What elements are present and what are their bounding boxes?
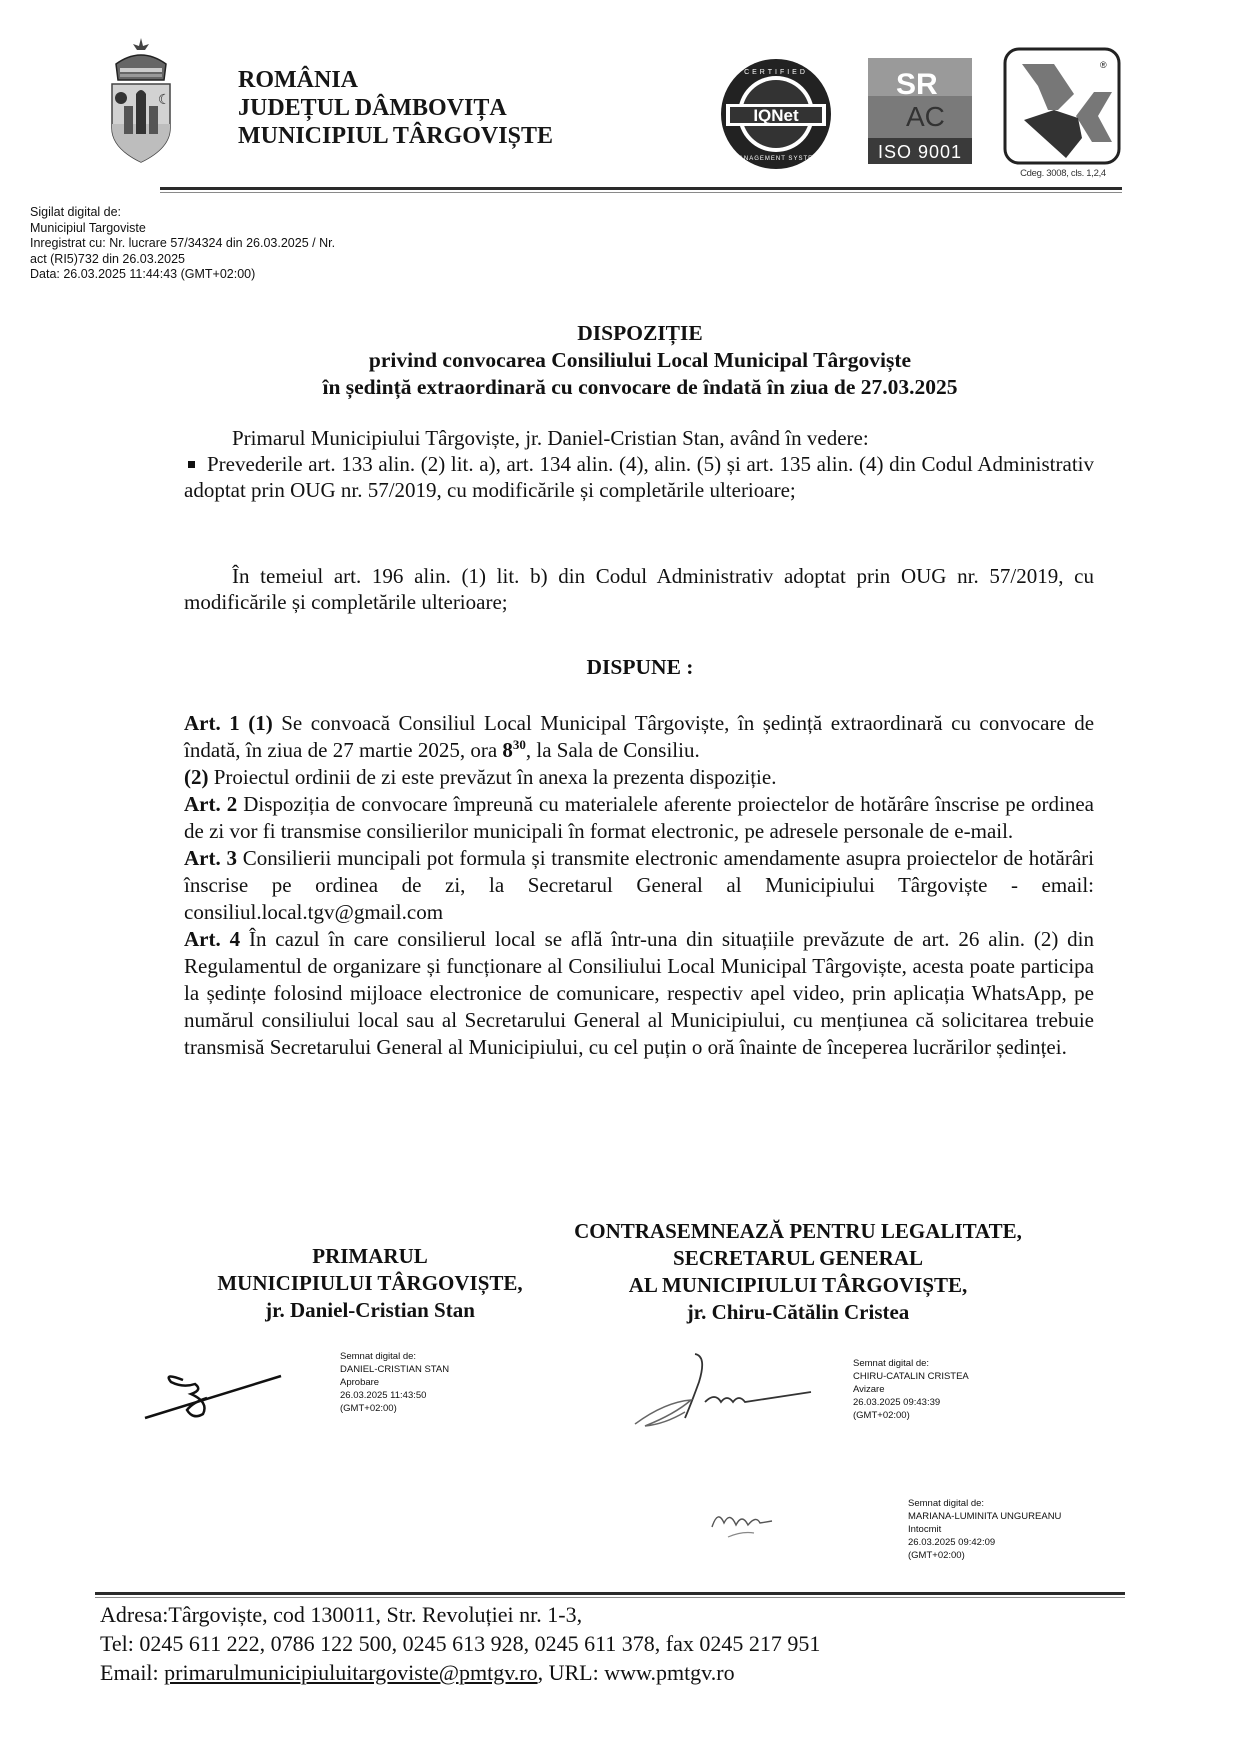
mayor-handwritten-signature-icon	[143, 1362, 283, 1422]
svg-text:IQNet: IQNet	[753, 106, 799, 125]
article-text: Se convoacă Consiliul Local Municipal Târgoviște, în ședință extraordinară cu convocare de îndată, în ziua de 27 martie 2025, ora	[184, 711, 1095, 762]
article-text: Proiectul ordinii de zi este prevăzut în anexa la prezenta dispoziție.	[213, 765, 777, 789]
seal-line: Municipiul Targoviste	[30, 220, 146, 235]
stamp-line: 26.03.2025 09:43:39	[853, 1397, 941, 1408]
article-3	[184, 845, 1094, 926]
website-link[interactable]: www.pmtgv.ro	[604, 1660, 735, 1685]
document-subtitle-line2: în ședință extraordinară cu convocare de îndată în ziua de 27.03.2025	[322, 375, 958, 399]
header-country: ROMÂNIA	[238, 67, 358, 93]
certification-chevron-logo-icon	[1002, 46, 1122, 166]
stamp-line: CHIRU-CATALIN CRISTEA	[853, 1371, 969, 1382]
secretary-digital-signature-stamp	[853, 1357, 969, 1422]
stamp-line: 26.03.2025 09:42:09	[908, 1537, 996, 1548]
stamp-line: MARIANA-LUMINITA UNGUREANU	[908, 1511, 1062, 1522]
footer-divider	[95, 1592, 1125, 1595]
secretary-signature-block	[518, 1218, 1078, 1326]
svg-text:®: ®	[1100, 60, 1107, 70]
meeting-hour: 8	[502, 738, 513, 762]
stamp-line: Aprobare	[340, 1377, 380, 1388]
svg-text:MANAGEMENT SYSTEM: MANAGEMENT SYSTEM	[732, 156, 820, 162]
seal-line: Inregistrat cu: Nr. lucrare 57/34324 din 26.03.2025 / Nr.	[30, 236, 336, 250]
secretary-handwritten-signature-icon	[625, 1352, 815, 1434]
header-divider	[160, 187, 1122, 190]
document-title-block	[160, 320, 1120, 401]
stamp-line: Semnat digital de:	[908, 1498, 985, 1509]
contact-footer	[100, 1600, 820, 1687]
stamp-line: Semnat digital de:	[853, 1358, 930, 1369]
article-2	[184, 791, 1094, 845]
preparer-digital-signature-stamp	[908, 1497, 1061, 1562]
meeting-minutes: 30	[512, 737, 526, 752]
stamp-line: (GMT+02:00)	[340, 1403, 397, 1414]
header-divider-thin	[160, 192, 1122, 193]
stamp-line: Semnat digital de:	[340, 1351, 417, 1362]
document-subtitle-line1: privind convocarea Consiliului Local Municipal Târgoviște	[368, 348, 912, 372]
svg-text:CERTIFIED: CERTIFIED	[744, 69, 808, 76]
intro-paragraph: Primarul Municipiului Târgoviște, jr. Daniel-Cristian Stan, având în vedere:	[232, 426, 869, 450]
article-1-paragraph-2	[184, 764, 1094, 791]
secretary-title: SECRETARUL GENERAL	[673, 1246, 923, 1270]
article-text-tail: , la Sala de Consiliu.	[525, 738, 700, 762]
svg-text:ISO 9001: ISO 9001	[877, 142, 963, 162]
svg-text:SR: SR	[896, 68, 938, 101]
article-label: Art. 2	[184, 792, 238, 816]
header-county: JUDEȚUL DÂMBOVIȚA	[238, 95, 507, 121]
article-1-paragraph-1	[184, 710, 1094, 764]
legal-basis-bullet	[184, 451, 1094, 503]
footer-divider-thin	[95, 1597, 1125, 1598]
stamp-line: (GMT+02:00)	[908, 1550, 965, 1561]
paragraph-label: (1)	[248, 711, 273, 735]
email-label: Email:	[100, 1660, 165, 1685]
certification-caption: Cdeg. 3008, cls. 1,2,4	[1020, 168, 1106, 179]
dispune-heading: DISPUNE :	[586, 655, 694, 679]
stamp-line: 26.03.2025 11:43:50	[340, 1390, 427, 1401]
countersign-label: CONTRASEMNEAZĂ PENTRU LEGALITATE,	[574, 1219, 1022, 1243]
article-label: Art. 1	[184, 711, 240, 735]
seal-line: Sigilat digital de:	[30, 205, 122, 219]
paragraph-label: (2)	[184, 765, 209, 789]
secretary-name: jr. Chiru-Cătălin Cristea	[686, 1300, 910, 1324]
footer-address: Adresa:Târgoviște, cod 130011, Str. Revoluției nr. 1-3,	[100, 1602, 583, 1627]
seal-line: Data: 26.03.2025 11:44:43 (GMT+02:00)	[30, 267, 256, 281]
svg-text:AC: AC	[906, 101, 945, 132]
council-email-link[interactable]: consiliul.local.tgv@gmail.com	[184, 900, 444, 924]
issuer-header	[238, 66, 553, 150]
stamp-line: Avizare	[853, 1384, 885, 1395]
mayor-title: PRIMARUL	[312, 1244, 428, 1268]
footer-email-url	[100, 1658, 820, 1687]
stamp-line: DANIEL-CRISTIAN STAN	[340, 1364, 450, 1375]
footer-phones: Tel: 0245 611 222, 0786 122 500, 0245 613 928, 0245 611 378, fax 0245 217 951	[100, 1631, 821, 1656]
article-text: Consilierii muncipali pot formula și transmite electronic amendamente asupra proiectelor de hotărâri înscrise pe ordinea de zi, la Secretarul General al Municipiului Târgoviște - email:	[184, 846, 1095, 897]
digital-seal-info	[30, 205, 335, 283]
article-label: Art. 3	[184, 846, 237, 870]
article-4	[184, 926, 1094, 1061]
stamp-line: Intocmit	[908, 1524, 942, 1535]
mayor-institution: MUNICIPIULUI TÂRGOVIȘTE,	[217, 1271, 523, 1295]
header-municipality: MUNICIPIUL TÂRGOVIȘTE	[238, 123, 553, 149]
iqnet-certification-logo-icon	[718, 56, 834, 172]
stamp-line: (GMT+02:00)	[853, 1410, 910, 1421]
bullet-square-icon	[188, 461, 195, 468]
article-label: Art. 4	[184, 927, 241, 951]
legal-basis-text: Prevederile art. 133 alin. (2) lit. a), art. 134 alin. (4), alin. (5) și art. 135 alin. (4) din Codul Administrativ adoptat prin OUG nr. 57/2019, cu modificările și completările ulterioare;	[184, 452, 1094, 502]
secretary-institution: AL MUNICIPIULUI TÂRGOVIȘTE,	[628, 1273, 968, 1297]
seal-line: act (RI5)732 din 26.03.2025	[30, 251, 185, 266]
document-title: DISPOZIȚIE	[577, 321, 703, 345]
legal-ground-paragraph: În temeiul art. 196 alin. (1) lit. b) din Codul Administrativ adoptat prin OUG nr. 57/2019, cu modificările și completările ulterioare;	[184, 564, 1094, 614]
url-label: , URL:	[537, 1660, 605, 1685]
article-text: Dispoziția de convocare împreună cu materialele aferente proiectelor de hotărâre înscrise pe ordinea de zi vor fi transmise consilierilor municipali în format electronic, pe adresele personale de e-mail.	[184, 792, 1094, 843]
coat-of-arms-icon	[108, 36, 174, 164]
svg-text:☾: ☾	[158, 92, 171, 108]
mayor-name: jr. Daniel-Cristian Stan	[265, 1298, 475, 1322]
preparer-handwritten-signature-icon	[708, 1503, 778, 1543]
mayor-email-link[interactable]: primarulmunicipiuluitargoviste@pmtgv.ro	[164, 1660, 538, 1685]
srac-iso9001-logo-icon	[868, 58, 972, 164]
articles-section	[184, 710, 1094, 1061]
article-text: În cazul în care consilierul local se află într-una din situațiile prevăzute de art. 26 alin. (2) din Regulamentul de organizare și funcționare al Consiliului Local Municipal Târgoviște, acesta poate participa la ședințe folosind mijloace electronice de comunicare, respectiv apel video, prin aplicația WhatsApp, pe numărul consiliului local sau al Secretarului General al Municipiului, cu mențiunea că solicitarea trebuie transmisă Secretarului General al Municipiului, cu cel puțin o oră înainte de începerea lucrărilor ședinței.	[184, 927, 1095, 1059]
mayor-signature-block	[190, 1243, 550, 1324]
mayor-digital-signature-stamp	[340, 1350, 449, 1415]
